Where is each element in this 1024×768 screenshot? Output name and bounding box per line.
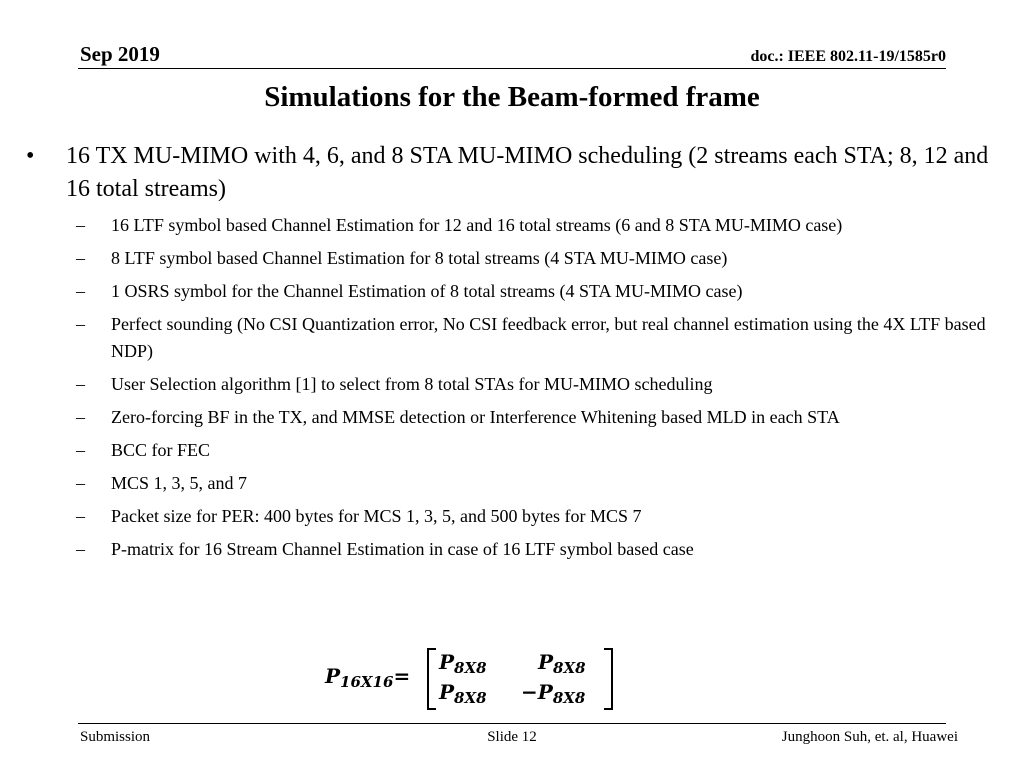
block-matrix bbox=[427, 646, 613, 708]
matrix-cell-21: $P_{8X8}$ bbox=[439, 680, 487, 707]
dash-icon: – bbox=[76, 281, 85, 301]
sub-bullet-item bbox=[26, 278, 1001, 305]
sub-bullet-text: 8 LTF symbol based Channel Estimation for 8 total streams (4 STA MU-MIMO case) bbox=[111, 248, 728, 268]
header-doc-id: doc.: IEEE 802.11-19/1585r0 bbox=[750, 48, 946, 65]
header-rule bbox=[78, 68, 946, 69]
dash-icon: – bbox=[76, 539, 85, 559]
footer-rule bbox=[78, 723, 946, 724]
sub-bullet-item bbox=[26, 212, 1001, 239]
sub-bullet-item bbox=[26, 437, 1001, 464]
dash-icon: – bbox=[76, 506, 85, 526]
sub-bullet-text: MCS 1, 3, 5, and 7 bbox=[111, 473, 248, 493]
dash-icon: – bbox=[76, 314, 85, 334]
bullet-main bbox=[26, 140, 1001, 206]
sub-bullet-item bbox=[26, 470, 1001, 497]
sub-bullet-text: 16 LTF symbol based Channel Estimation for 12 and 16 total streams (6 and 8 STA MU-MIMO case) bbox=[111, 215, 843, 235]
formula-lhs bbox=[325, 664, 410, 691]
sub-bullet-item bbox=[26, 503, 1001, 530]
sub-bullet-text: Packet size for PER: 400 bytes for MCS 1, 3, 5, and 500 bytes for MCS 7 bbox=[111, 506, 642, 526]
dash-icon: – bbox=[76, 215, 85, 235]
slide-title: Simulations for the Beam-formed frame bbox=[264, 81, 760, 113]
matrix-cell-12: $P_{8X8}$ bbox=[538, 650, 586, 677]
matrix-cell-11: $P_{8X8}$ bbox=[439, 650, 487, 677]
formula-equals: = bbox=[393, 664, 411, 688]
bullet-main-text: 16 TX MU-MIMO with 4, 6, and 8 STA MU-MIMO scheduling (2 streams each STA; 8, 12 and 16 total streams) bbox=[66, 143, 989, 202]
sub-bullet-item bbox=[26, 311, 1001, 365]
sub-bullet-item bbox=[26, 245, 1001, 272]
bullet-dot-icon: • bbox=[26, 143, 35, 169]
header-date: Sep 2019 bbox=[80, 42, 160, 66]
sub-bullet-item bbox=[26, 371, 1001, 398]
sub-bullet-list bbox=[26, 212, 1001, 563]
formula-lhs-symbol: P bbox=[325, 664, 341, 688]
dash-icon: – bbox=[76, 407, 85, 427]
dash-icon: – bbox=[76, 440, 85, 460]
sub-bullet-text: User Selection algorithm [1] to select from 8 total STAs for MU-MIMO scheduling bbox=[111, 374, 713, 394]
sub-bullet-text: Zero-forcing BF in the TX, and MMSE detection or Interference Whitening based MLD in each STA bbox=[111, 407, 840, 427]
sub-bullet-text: P-matrix for 16 Stream Channel Estimation in case of 16 LTF symbol based case bbox=[111, 539, 694, 559]
sub-bullet-item bbox=[26, 404, 1001, 431]
footer-authors: Junghoon Suh, et. al, Huawei bbox=[781, 729, 958, 745]
slide-content bbox=[26, 140, 1001, 563]
matrix-cell-22: $-P_{8X8}$ bbox=[521, 680, 586, 707]
sub-bullet-item bbox=[26, 536, 1001, 563]
left-bracket bbox=[427, 648, 436, 710]
dash-icon: – bbox=[76, 374, 85, 394]
footer-slide-number: Slide 12 bbox=[487, 729, 537, 745]
sub-bullet-text: Perfect sounding (No CSI Quantization error, No CSI feedback error, but real channel estimation using the 4X LTF based NDP) bbox=[111, 314, 986, 361]
dash-icon: – bbox=[76, 473, 85, 493]
right-bracket bbox=[604, 648, 613, 710]
sub-bullet-text: 1 OSRS symbol for the Channel Estimation of 8 total streams (4 STA MU-MIMO case) bbox=[111, 281, 743, 301]
formula-lhs-subscript: 16X16 bbox=[340, 673, 394, 691]
sub-bullet-text: BCC for FEC bbox=[111, 440, 211, 460]
dash-icon: – bbox=[76, 248, 85, 268]
footer-submission: Submission bbox=[80, 729, 151, 745]
